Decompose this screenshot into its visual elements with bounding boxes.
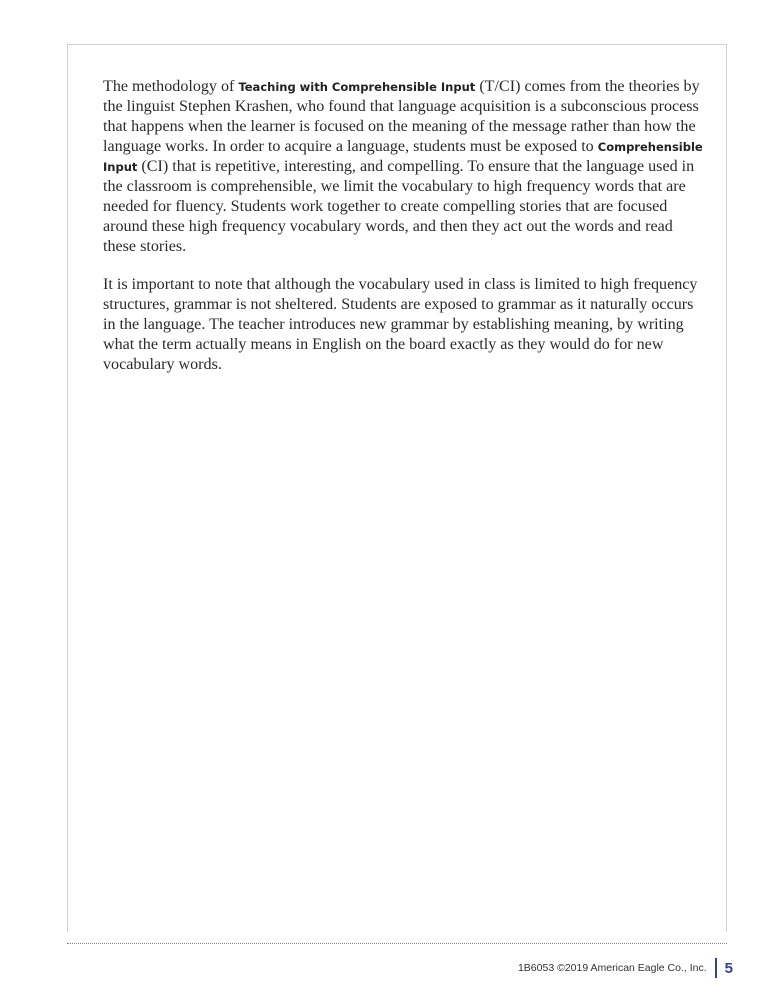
- footer-separator: [715, 958, 717, 978]
- page-footer: [518, 958, 733, 978]
- paragraph-methodology: [103, 77, 703, 257]
- term-teaching-with-comprehensible-input: Teaching with Comprehensible Input: [238, 80, 476, 94]
- page-number: 5: [724, 959, 733, 977]
- paragraph-1-text-b: (T/CI) comes from the theories by the linguist Stephen Krashen, who found that language acquisition is a subconscious process that happens when the learner is focused on the meaning of the message rather than how the language works. In order to acquire a language, students must be exposed to: [103, 78, 700, 155]
- body-content: [103, 77, 703, 393]
- term-comprehensible-input: Comprehensible Input: [103, 140, 703, 174]
- paragraph-grammar: It is important to note that although the vocabulary used in class is limited to high frequency structures, grammar is not sheltered. Students are exposed to grammar as it naturally occurs in the language. The teacher introduces new grammar by establishing meaning, by writing what the term actually means in English on the board exactly as they would do for new vocabulary words.: [103, 276, 698, 373]
- footer-divider: [67, 943, 727, 944]
- paragraph-1-text-c: (CI) that is repetitive, interesting, and compelling. To ensure that the language used in the classroom is comprehensible, we limit the vocabulary to high frequency words that are needed for fluency. Students work together to create compelling stories that are focused around these high frequency vocabulary words, and then they act out the words and read these stories.: [103, 158, 695, 255]
- copyright-text: 1B6053 ©2019 American Eagle Co., Inc.: [517, 962, 707, 974]
- paragraph-1-text-a: The methodology of: [103, 78, 239, 95]
